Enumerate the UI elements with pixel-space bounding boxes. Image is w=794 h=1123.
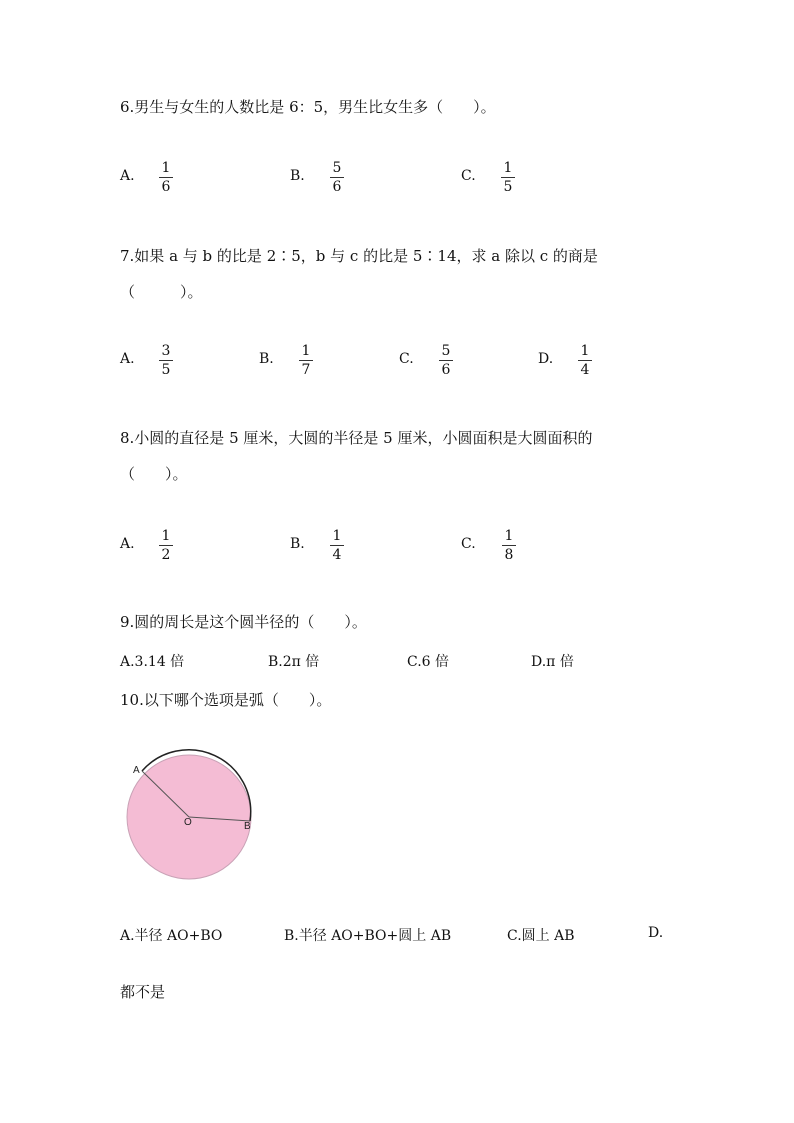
q6-option-c-fraction <box>500 160 516 195</box>
question-8-blank: （ ）。 <box>120 465 188 483</box>
q6-b-denominator: 6 <box>332 179 342 195</box>
q6-a-denominator: 6 <box>161 179 171 195</box>
question-7-text: 7.如果 a 与 b 的比是 2∶5，b 与 c 的比是 5∶14，求 a 除以 c 的商是 <box>120 247 598 265</box>
q8-option-c-fraction <box>501 528 517 563</box>
q8-option-c-label[interactable]: C. <box>461 536 476 552</box>
q6-option-c-label[interactable]: C. <box>461 168 476 184</box>
q10-option-d[interactable]: D. <box>648 925 664 941</box>
point-b-label: B <box>244 821 251 832</box>
q6-option-b-label[interactable]: B. <box>290 168 305 184</box>
q8-option-b-label[interactable]: B. <box>290 536 305 552</box>
q8-a-denominator: 2 <box>161 547 171 563</box>
q7-b-denominator: 7 <box>301 362 311 378</box>
q7-option-a-fraction <box>158 343 174 378</box>
question-7-blank: （ ）。 <box>120 283 203 301</box>
q8-b-denominator: 4 <box>332 547 342 563</box>
q10-option-b[interactable]: B.半径 AO+BO+圆上 AB <box>284 928 452 944</box>
q7-d-numerator: 1 <box>580 343 590 359</box>
q10-option-a[interactable]: A.半径 AO+BO <box>120 928 223 944</box>
q7-b-numerator: 1 <box>301 343 311 359</box>
question-8-text: 8.小圆的直径是 5 厘米，大圆的半径是 5 厘米，小圆面积是大圆面积的 <box>120 429 593 447</box>
q7-option-c-label[interactable]: C. <box>399 351 414 367</box>
q6-b-numerator: 5 <box>332 160 342 176</box>
q9-option-b[interactable]: B.2π 倍 <box>268 654 320 670</box>
circle-arc-figure <box>118 742 268 882</box>
q9-option-c[interactable]: C.6 倍 <box>407 654 450 670</box>
q6-c-numerator: 1 <box>503 160 513 176</box>
q6-option-b-fraction <box>329 160 345 195</box>
q7-option-a-label[interactable]: A. <box>120 351 135 367</box>
q6-option-a-fraction <box>158 160 174 195</box>
q7-option-d-label[interactable]: D. <box>538 351 554 367</box>
q8-c-numerator: 1 <box>504 528 514 544</box>
q6-a-numerator: 1 <box>161 160 171 176</box>
point-o-label: O <box>184 817 192 828</box>
q7-c-numerator: 5 <box>441 343 451 359</box>
q6-c-denominator: 5 <box>503 179 513 195</box>
q7-a-denominator: 5 <box>161 362 171 378</box>
point-a-label: A <box>133 765 140 776</box>
q7-c-denominator: 6 <box>441 362 451 378</box>
q10-option-d-continuation: 都不是 <box>120 983 166 1001</box>
question-10-text: 10.以下哪个选项是弧（ ）。 <box>120 691 332 709</box>
q8-option-a-label[interactable]: A. <box>120 536 135 552</box>
q9-option-d[interactable]: D.π 倍 <box>531 654 574 670</box>
q8-b-numerator: 1 <box>332 528 342 544</box>
q8-option-a-fraction <box>158 528 174 563</box>
question-6-text: 6.男生与女生的人数比是 6：5，男生比女生多（ ）。 <box>120 98 496 116</box>
q9-option-a[interactable]: A.3.14 倍 <box>120 654 185 670</box>
q7-a-numerator: 3 <box>161 343 171 359</box>
q7-option-b-label[interactable]: B. <box>259 351 274 367</box>
q8-option-b-fraction <box>329 528 345 563</box>
q7-d-denominator: 4 <box>580 362 590 378</box>
q7-option-b-fraction <box>298 343 314 378</box>
q10-option-c[interactable]: C.圆上 AB <box>507 928 575 944</box>
q8-a-numerator: 1 <box>161 528 171 544</box>
q7-option-c-fraction <box>438 343 454 378</box>
q8-c-denominator: 8 <box>504 547 514 563</box>
question-9-text: 9.圆的周长是这个圆半径的（ ）。 <box>120 613 367 631</box>
q7-option-d-fraction <box>577 343 593 378</box>
q6-option-a-label[interactable]: A. <box>120 168 135 184</box>
